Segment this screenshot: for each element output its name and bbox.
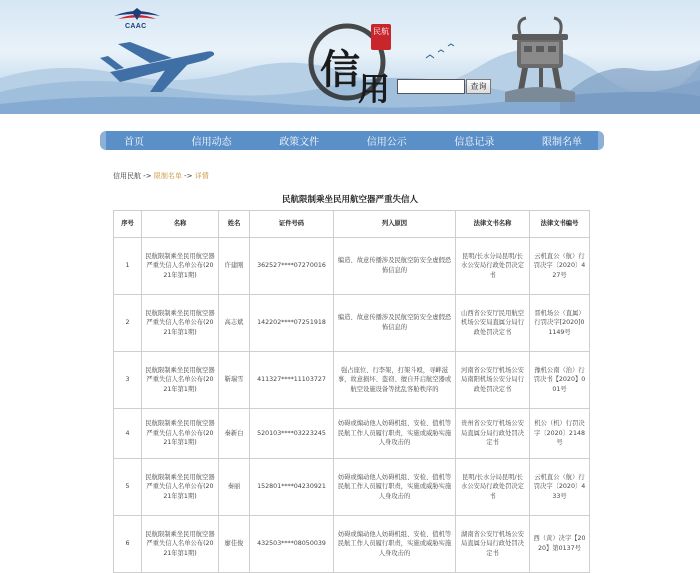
cell-no: 1 xyxy=(114,238,142,295)
nav-item-info-records[interactable]: 信息记录 xyxy=(454,137,495,148)
breadcrumb-separator: -> xyxy=(143,172,152,180)
cell-no: 3 xyxy=(114,352,142,409)
cell-doc: 河南省公安厅机场公安局南阳机场公安分局行政处罚决定书 xyxy=(456,352,530,409)
cell-doc: 湖南省公安厅机场公安局直属分局行政处罚决定书 xyxy=(456,516,530,573)
cell-reason: 妨碍或煽动他人妨碍机组、安检、值机等民航工作人员履行职责，实施或威胁实施人身攻击的 xyxy=(334,409,456,459)
header-banner xyxy=(0,0,700,114)
nav-item-restriction-list[interactable]: 限制名单 xyxy=(541,137,582,148)
breadcrumb-root[interactable]: 信用民航 xyxy=(113,172,141,180)
nav-brush-right xyxy=(596,131,604,150)
cell-reason: 编造、故意传播涉及民航空防安全虚假恐怖信息的 xyxy=(334,238,456,295)
cell-person: 秦丽 xyxy=(219,459,250,516)
cell-person: 许建刚 xyxy=(219,238,250,295)
nav-item-policy-docs[interactable]: 政策文件 xyxy=(279,137,320,148)
nav-item-credit-news[interactable]: 信用动态 xyxy=(191,137,232,148)
cell-doc-no: 西（黄）决字【2020】第0137号 xyxy=(530,516,590,573)
breadcrumb-current: 详情 xyxy=(194,172,209,180)
banner-credit-char-1: 信 xyxy=(320,46,360,93)
cell-person: 秦新白 xyxy=(219,409,250,459)
cell-doc-no: 云机直公（航）行罚决字〔2020〕427号 xyxy=(530,238,590,295)
cell-doc-no: 云机直公（航）行罚决字〔2020〕433号 xyxy=(530,459,590,516)
cell-reason: 妨碍或煽动他人妨碍机组、安检、值机等民航工作人员履行职责，实施或威胁实施人身攻击的 xyxy=(334,459,456,516)
cell-no: 4 xyxy=(114,409,142,459)
nav-brush-left xyxy=(100,131,108,150)
cell-doc-no: 豫机公南（治）行罚决书【2020】001号 xyxy=(530,352,590,409)
cell-person: 高志斌 xyxy=(219,295,250,352)
banner-credit-char-2: 用 xyxy=(358,70,391,108)
cell-id: 411327****11103727 xyxy=(250,352,334,409)
cell-doc: 贵州省公安厅机场公安局直属分局行政处罚决定书 xyxy=(456,409,530,459)
main-nav xyxy=(106,131,598,150)
nav-item-credit-disclosure[interactable]: 信用公示 xyxy=(366,137,407,148)
search-button[interactable]: 查询 xyxy=(466,79,491,94)
cell-name: 民航限制乘坐民用航空器严重失信人名单公布(2021年第1期) xyxy=(142,459,219,516)
cell-name: 民航限制乘坐民用航空器严重失信人名单公布(2021年第1期) xyxy=(142,352,219,409)
cell-id: 152801****04230921 xyxy=(250,459,334,516)
page-title: 民航限制乘坐民用航空器严重失信人 xyxy=(281,195,418,205)
cell-doc: 昆明/长水分局昆明/长水公安局行政处罚决定书 xyxy=(456,459,530,516)
table-row xyxy=(114,352,590,409)
cell-doc: 山西省公安厅民用航空机场公安局直属分局行政处罚决定书 xyxy=(456,295,530,352)
cell-doc: 昆明/长水分局昆明/长水公安局行政处罚决定书 xyxy=(456,238,530,295)
cell-no: 2 xyxy=(114,295,142,352)
col-header-id: 证件号码 xyxy=(250,211,334,238)
cell-doc-no: 晋机场公（直属）行罚决字[2020]01149号 xyxy=(530,295,590,352)
table-row xyxy=(114,516,590,573)
search-input[interactable] xyxy=(397,79,465,94)
cell-reason: 编造、故意传播涉及民航空防安全虚假恐怖信息的 xyxy=(334,295,456,352)
table-row xyxy=(114,295,590,352)
cell-person: 靳瑞雪 xyxy=(219,352,250,409)
cell-name: 民航限制乘坐民用航空器严重失信人名单公布(2021年第1期) xyxy=(142,295,219,352)
cell-id: 432503****08050039 xyxy=(250,516,334,573)
cell-id: 362527****07270016 xyxy=(250,238,334,295)
cell-reason: 妨碍或煽动他人妨碍机组、安检、值机等民航工作人员履行职责，实施或威胁实施人身攻击的 xyxy=(334,516,456,573)
col-header-reason: 列入原因 xyxy=(334,211,456,238)
cell-name: 民航限制乘坐民用航空器严重失信人名单公布(2021年第1期) xyxy=(142,516,219,573)
blacklist-table xyxy=(113,210,590,573)
banner-seal: 民航 xyxy=(371,24,391,50)
col-header-person: 姓名 xyxy=(219,211,250,238)
col-header-name: 名称 xyxy=(142,211,219,238)
table-row xyxy=(114,238,590,295)
caac-logo xyxy=(112,6,162,36)
table-row xyxy=(114,459,590,516)
cell-id: 142202****07251918 xyxy=(250,295,334,352)
cell-name: 民航限制乘坐民用航空器严重失信人名单公布(2021年第1期) xyxy=(142,409,219,459)
col-header-doc: 法律文书名称 xyxy=(456,211,530,238)
cell-person: 廖佳俊 xyxy=(219,516,250,573)
breadcrumb xyxy=(113,171,209,181)
breadcrumb-list-link[interactable]: 限制名单 xyxy=(153,172,182,180)
nav-item-home[interactable]: 首页 xyxy=(124,137,144,148)
logo-text: CAAC xyxy=(125,23,147,30)
table-row xyxy=(114,409,590,459)
cell-name: 民航限制乘坐民用航空器严重失信人名单公布(2021年第1期) xyxy=(142,238,219,295)
cell-doc-no: 机公（机）行罚决字〔2020〕2148号 xyxy=(530,409,590,459)
col-header-doc-no: 法律文书编号 xyxy=(530,211,590,238)
cell-reason: 强占座位、行李架，打架斗殴，寻衅滋事，故意损坏、盗窃、擅自开启航空器或航空设施设备等扰乱客舱秩序的 xyxy=(334,352,456,409)
cell-id: 520103****03223245 xyxy=(250,409,334,459)
cell-no: 5 xyxy=(114,459,142,516)
breadcrumb-separator: -> xyxy=(184,172,193,180)
table-header-row xyxy=(114,211,590,238)
col-header-no: 序号 xyxy=(114,211,142,238)
cell-no: 6 xyxy=(114,516,142,573)
